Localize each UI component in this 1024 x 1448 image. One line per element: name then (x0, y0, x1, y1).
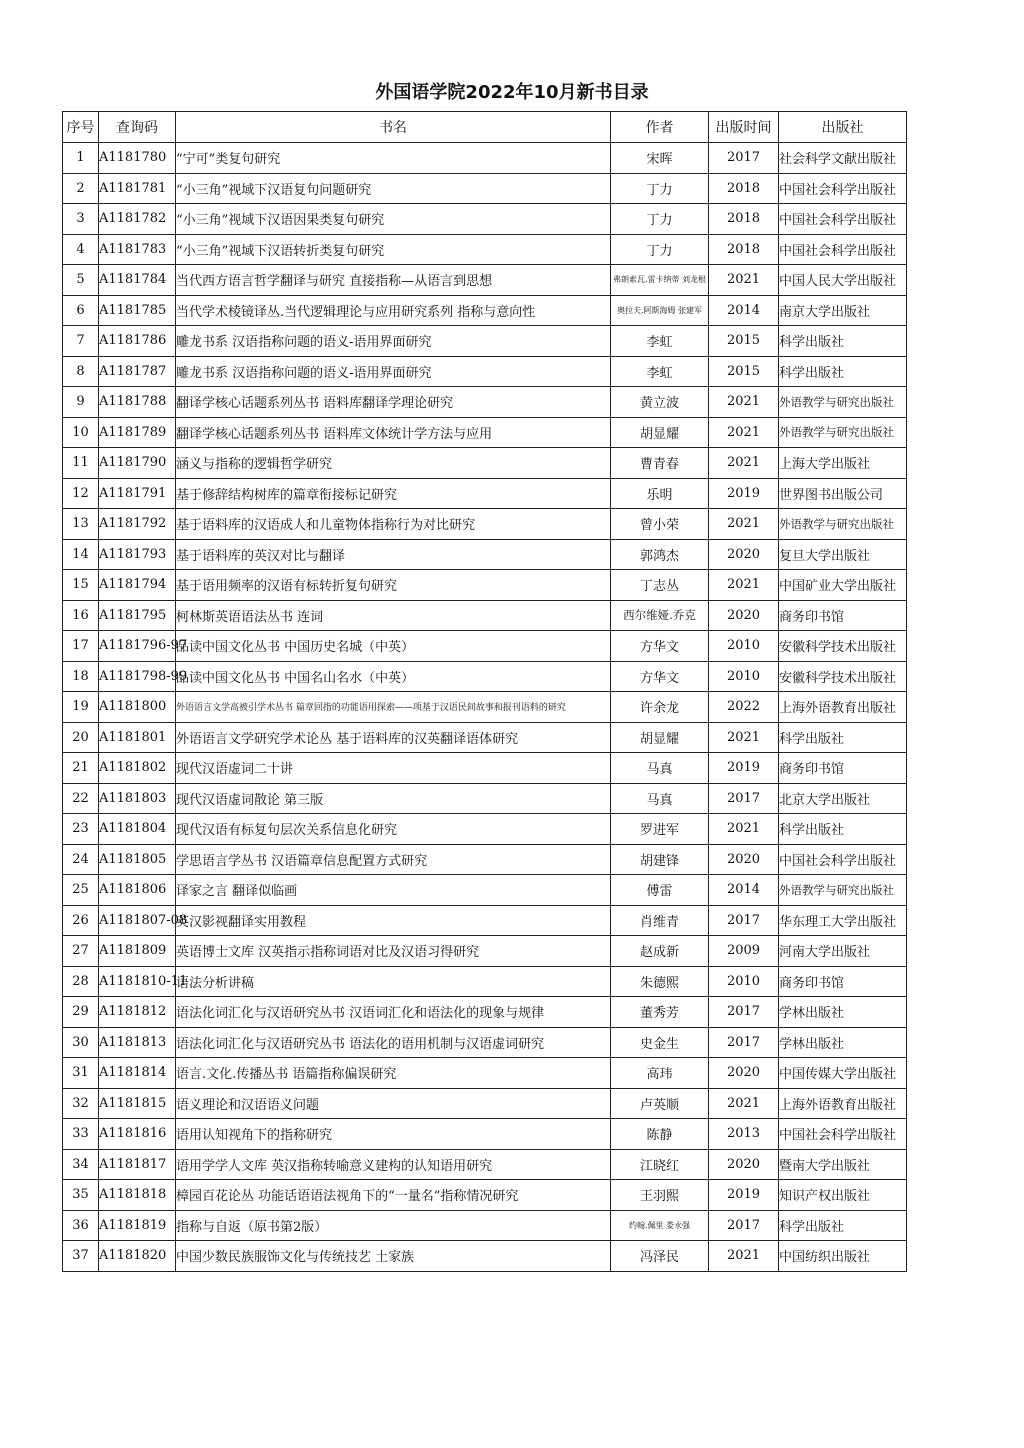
book-publisher: 复旦大学出版社 (779, 539, 907, 570)
book-author: 宋晖 (611, 143, 709, 174)
book-publisher: 商务印书馆 (779, 753, 907, 784)
book-author: 董秀芳 (611, 997, 709, 1028)
query-code: A1181789 (99, 417, 176, 448)
publish-year: 2020 (709, 600, 779, 631)
book-publisher: 中国社会科学出版社 (779, 844, 907, 875)
publish-year: 2018 (709, 234, 779, 265)
row-number: 12 (63, 478, 99, 509)
table-row (63, 1088, 907, 1119)
book-publisher: 学林出版社 (779, 1027, 907, 1058)
row-number: 21 (63, 753, 99, 784)
publish-year: 2022 (709, 692, 779, 723)
book-publisher: 中国矿业大学出版社 (779, 570, 907, 601)
book-author: 丁志丛 (611, 570, 709, 601)
book-title: 品读中国文化丛书 中国历史名城（中英） (176, 631, 611, 662)
book-author: 陈静 (611, 1119, 709, 1150)
book-author: 奥拉夫.阿斯海姆 张建军 (611, 295, 709, 326)
row-number: 4 (63, 234, 99, 265)
table-row (63, 1119, 907, 1150)
publish-year: 2021 (709, 448, 779, 479)
book-publisher: 商务印书馆 (779, 966, 907, 997)
row-number: 30 (63, 1027, 99, 1058)
book-publisher: 暨南大学出版社 (779, 1149, 907, 1180)
book-author: 高玮 (611, 1058, 709, 1089)
table-row (63, 661, 907, 692)
page-title: 外国语学院2022年10月新书目录 (375, 82, 649, 103)
book-author: 胡显耀 (611, 417, 709, 448)
row-number: 17 (63, 631, 99, 662)
book-author: 赵成新 (611, 936, 709, 967)
book-publisher: 南京大学出版社 (779, 295, 907, 326)
book-title: 语义理论和汉语语义问题 (176, 1088, 611, 1119)
row-number: 27 (63, 936, 99, 967)
book-publisher: 世界图书出版公司 (779, 478, 907, 509)
table-row (63, 966, 907, 997)
header-year: 出版时间 (709, 112, 779, 143)
book-title: 基于语料库的英汉对比与翻译 (176, 539, 611, 570)
query-code: A1181791 (99, 478, 176, 509)
table-row (63, 417, 907, 448)
table-row (63, 905, 907, 936)
table-row (63, 204, 907, 235)
table-row (63, 143, 907, 174)
query-code: A1181785 (99, 295, 176, 326)
book-author: 李虹 (611, 326, 709, 357)
book-author: 许余龙 (611, 692, 709, 723)
book-title: 英语博士文库 汉英指示指称词语对比及汉语习得研究 (176, 936, 611, 967)
book-publisher: 科学出版社 (779, 356, 907, 387)
query-code: A1181818 (99, 1180, 176, 1211)
publish-year: 2017 (709, 905, 779, 936)
row-number: 37 (63, 1241, 99, 1272)
book-author: 黄立波 (611, 387, 709, 418)
row-number: 16 (63, 600, 99, 631)
table-row (63, 448, 907, 479)
publish-year: 2021 (709, 387, 779, 418)
table-row (63, 631, 907, 662)
query-code: A1181782 (99, 204, 176, 235)
book-publisher: 外语教学与研究出版社 (779, 509, 907, 540)
book-catalog-table (62, 111, 907, 1272)
book-publisher: 上海外语教育出版社 (779, 1088, 907, 1119)
publish-year: 2021 (709, 814, 779, 845)
book-title: 翻译学核心话题系列丛书 语料库文体统计学方法与应用 (176, 417, 611, 448)
book-publisher: 科学出版社 (779, 326, 907, 357)
book-title: “小三角”视域下汉语因果类复句研究 (176, 204, 611, 235)
publish-year: 2021 (709, 722, 779, 753)
table-row (63, 234, 907, 265)
header-code: 查询码 (99, 112, 176, 143)
query-code: A1181784 (99, 265, 176, 296)
table-row (63, 570, 907, 601)
book-title: 译家之言 翻译似临画 (176, 875, 611, 906)
book-publisher: 外语教学与研究出版社 (779, 417, 907, 448)
publish-year: 2018 (709, 204, 779, 235)
query-code: A1181783 (99, 234, 176, 265)
row-number: 10 (63, 417, 99, 448)
header-publisher: 出版社 (779, 112, 907, 143)
row-number: 9 (63, 387, 99, 418)
book-title: 品读中国文化丛书 中国名山名水（中英） (176, 661, 611, 692)
query-code: A1181780 (99, 143, 176, 174)
book-title: 柯林斯英语语法丛书 连词 (176, 600, 611, 631)
row-number: 8 (63, 356, 99, 387)
book-title: 语法分析讲稿 (176, 966, 611, 997)
query-code: A1181802 (99, 753, 176, 784)
table-row (63, 722, 907, 753)
query-code: A1181792 (99, 509, 176, 540)
publish-year: 2020 (709, 1058, 779, 1089)
publish-year: 2019 (709, 478, 779, 509)
table-row (63, 539, 907, 570)
book-title: 涵义与指称的逻辑哲学研究 (176, 448, 611, 479)
table-row (63, 1058, 907, 1089)
table-row (63, 1241, 907, 1272)
book-title: 翻译学核心话题系列丛书 语料库翻译学理论研究 (176, 387, 611, 418)
publish-year: 2015 (709, 326, 779, 357)
book-author: 丁力 (611, 204, 709, 235)
table-row (63, 356, 907, 387)
publish-year: 2013 (709, 1119, 779, 1150)
table-row (63, 936, 907, 967)
query-code: A1181781 (99, 173, 176, 204)
publish-year: 2020 (709, 844, 779, 875)
book-title: 雕龙书系 汉语指称问题的语义-语用界面研究 (176, 356, 611, 387)
table-row (63, 783, 907, 814)
book-author: 冯泽民 (611, 1241, 709, 1272)
publish-year: 2017 (709, 997, 779, 1028)
table-row (63, 326, 907, 357)
row-number: 22 (63, 783, 99, 814)
row-number: 25 (63, 875, 99, 906)
book-author: 罗进军 (611, 814, 709, 845)
book-author: 郭鸿杰 (611, 539, 709, 570)
book-author: 胡显耀 (611, 722, 709, 753)
row-number: 14 (63, 539, 99, 570)
book-author: 马真 (611, 783, 709, 814)
publish-year: 2017 (709, 1027, 779, 1058)
row-number: 18 (63, 661, 99, 692)
book-publisher: 上海外语教育出版社 (779, 692, 907, 723)
book-publisher: 商务印书馆 (779, 600, 907, 631)
book-title: 中国少数民族服饰文化与传统技艺 土家族 (176, 1241, 611, 1272)
row-number: 19 (63, 692, 99, 723)
publish-year: 2020 (709, 1149, 779, 1180)
query-code: A1181806 (99, 875, 176, 906)
row-number: 5 (63, 265, 99, 296)
row-number: 32 (63, 1088, 99, 1119)
table-row (63, 1027, 907, 1058)
book-author: 史金生 (611, 1027, 709, 1058)
publish-year: 2017 (709, 143, 779, 174)
book-title: 语法化词汇化与汉语研究丛书 语法化的语用机制与汉语虚词研究 (176, 1027, 611, 1058)
book-publisher: 安徽科学技术出版社 (779, 661, 907, 692)
query-code: A1181809 (99, 936, 176, 967)
book-author: 朱德熙 (611, 966, 709, 997)
row-number: 33 (63, 1119, 99, 1150)
header-author: 作者 (611, 112, 709, 143)
publish-year: 2014 (709, 295, 779, 326)
table-row (63, 844, 907, 875)
row-number: 2 (63, 173, 99, 204)
publish-year: 2010 (709, 966, 779, 997)
book-publisher: 科学出版社 (779, 722, 907, 753)
publish-year: 2015 (709, 356, 779, 387)
query-code: A1181790 (99, 448, 176, 479)
book-publisher: 中国社会科学出版社 (779, 1119, 907, 1150)
table-header-row (63, 112, 907, 143)
book-author: 马真 (611, 753, 709, 784)
publish-year: 2021 (709, 417, 779, 448)
query-code: A1181816 (99, 1119, 176, 1150)
row-number: 31 (63, 1058, 99, 1089)
book-publisher: 中国传媒大学出版社 (779, 1058, 907, 1089)
row-number: 28 (63, 966, 99, 997)
book-title: 现代汉语虚词散论 第三版 (176, 783, 611, 814)
table-row (63, 692, 907, 723)
query-code: A1181787 (99, 356, 176, 387)
book-title: 现代汉语有标复句层次关系信息化研究 (176, 814, 611, 845)
query-code: A1181814 (99, 1058, 176, 1089)
book-author: 丁力 (611, 234, 709, 265)
book-title: 樟园百花论丛 功能话语语法视角下的“一量名”指称情况研究 (176, 1180, 611, 1211)
book-title: 基于修辞结构树库的篇章衔接标记研究 (176, 478, 611, 509)
book-publisher: 河南大学出版社 (779, 936, 907, 967)
row-number: 36 (63, 1210, 99, 1241)
book-publisher: 北京大学出版社 (779, 783, 907, 814)
book-publisher: 科学出版社 (779, 814, 907, 845)
query-code: A1181803 (99, 783, 176, 814)
publish-year: 2018 (709, 173, 779, 204)
book-author: 曹青春 (611, 448, 709, 479)
query-code: A1181786 (99, 326, 176, 357)
table-row (63, 478, 907, 509)
book-title: 外语语言文学高被引学术丛书 篇章回指的功能语用探索——项基于汉语民间故事和报刊语料的研究 (176, 692, 611, 723)
query-code: A1181804 (99, 814, 176, 845)
publish-year: 2021 (709, 1241, 779, 1272)
publish-year: 2019 (709, 1180, 779, 1211)
book-publisher: 中国社会科学出版社 (779, 204, 907, 235)
row-number: 26 (63, 905, 99, 936)
book-publisher: 中国纺织出版社 (779, 1241, 907, 1272)
query-code: A1181801 (99, 722, 176, 753)
table-row (63, 600, 907, 631)
publish-year: 2019 (709, 753, 779, 784)
book-title: 英汉影视翻译实用教程 (176, 905, 611, 936)
table-row (63, 997, 907, 1028)
book-title: 学思语言学丛书 汉语篇章信息配置方式研究 (176, 844, 611, 875)
book-title: 现代汉语虚词二十讲 (176, 753, 611, 784)
query-code: A1181810-11 (99, 966, 176, 997)
book-title: 语用学学人文库 英汉指称转喻意义建构的认知语用研究 (176, 1149, 611, 1180)
publish-year: 2014 (709, 875, 779, 906)
table-row (63, 1149, 907, 1180)
publish-year: 2009 (709, 936, 779, 967)
book-title: 语用认知视角下的指称研究 (176, 1119, 611, 1150)
book-title: 雕龙书系 汉语指称问题的语义-语用界面研究 (176, 326, 611, 357)
row-number: 34 (63, 1149, 99, 1180)
publish-year: 2010 (709, 661, 779, 692)
book-title: 指称与自返（原书第2版） (176, 1210, 611, 1241)
book-publisher: 中国社会科学出版社 (779, 234, 907, 265)
book-author: 肖维青 (611, 905, 709, 936)
book-author: 弗朗索瓦.雷卡纳蒂 刘龙根 (611, 265, 709, 296)
book-title: 当代西方语言哲学翻译与研究 直接指称—从语言到思想 (176, 265, 611, 296)
row-number: 24 (63, 844, 99, 875)
book-publisher: 学林出版社 (779, 997, 907, 1028)
book-author: 曾小荣 (611, 509, 709, 540)
book-author: 卢英顺 (611, 1088, 709, 1119)
book-author: 乐明 (611, 478, 709, 509)
query-code: A1181788 (99, 387, 176, 418)
book-publisher: 社会科学文献出版社 (779, 143, 907, 174)
book-author: 王羽熙 (611, 1180, 709, 1211)
table-row (63, 173, 907, 204)
table-row (63, 1180, 907, 1211)
row-number: 29 (63, 997, 99, 1028)
book-title: 语言.文化.传播丛书 语篇指称偏误研究 (176, 1058, 611, 1089)
row-number: 35 (63, 1180, 99, 1211)
query-code: A1181805 (99, 844, 176, 875)
row-number: 7 (63, 326, 99, 357)
book-author: 江晓红 (611, 1149, 709, 1180)
row-number: 15 (63, 570, 99, 601)
book-author: 西尔维娅.乔克 (611, 600, 709, 631)
publish-year: 2017 (709, 783, 779, 814)
row-number: 1 (63, 143, 99, 174)
query-code: A1181812 (99, 997, 176, 1028)
row-number: 23 (63, 814, 99, 845)
book-title: “宁可”类复句研究 (176, 143, 611, 174)
book-publisher: 外语教学与研究出版社 (779, 387, 907, 418)
book-author: 丁力 (611, 173, 709, 204)
row-number: 6 (63, 295, 99, 326)
book-author: 方华文 (611, 661, 709, 692)
table-row (63, 753, 907, 784)
publish-year: 2020 (709, 539, 779, 570)
table-row (63, 295, 907, 326)
book-author: 傅雷 (611, 875, 709, 906)
table-row (63, 875, 907, 906)
book-title: “小三角”视域下汉语转折类复句研究 (176, 234, 611, 265)
query-code: A1181800 (99, 692, 176, 723)
book-publisher: 中国社会科学出版社 (779, 173, 907, 204)
book-title: 基于语用频率的汉语有标转折复句研究 (176, 570, 611, 601)
publish-year: 2021 (709, 509, 779, 540)
book-title: “小三角”视域下汉语复句问题研究 (176, 173, 611, 204)
query-code: A1181815 (99, 1088, 176, 1119)
table-row (63, 814, 907, 845)
publish-year: 2010 (709, 631, 779, 662)
row-number: 20 (63, 722, 99, 753)
book-publisher: 中国人民大学出版社 (779, 265, 907, 296)
header-no: 序号 (63, 112, 99, 143)
publish-year: 2017 (709, 1210, 779, 1241)
query-code: A1181819 (99, 1210, 176, 1241)
row-number: 13 (63, 509, 99, 540)
publish-year: 2021 (709, 570, 779, 601)
book-publisher: 上海大学出版社 (779, 448, 907, 479)
query-code: A1181795 (99, 600, 176, 631)
book-publisher: 科学出版社 (779, 1210, 907, 1241)
book-publisher: 安徽科学技术出版社 (779, 631, 907, 662)
book-publisher: 知识产权出版社 (779, 1180, 907, 1211)
book-title: 基于语料库的汉语成人和儿童物体指称行为对比研究 (176, 509, 611, 540)
publish-year: 2021 (709, 1088, 779, 1119)
header-title: 书名 (176, 112, 611, 143)
book-author: 约翰.佩里 娄永强 (611, 1210, 709, 1241)
book-author: 李虹 (611, 356, 709, 387)
query-code: A1181794 (99, 570, 176, 601)
table-row (63, 1210, 907, 1241)
book-author: 方华文 (611, 631, 709, 662)
book-author: 胡建锋 (611, 844, 709, 875)
book-title: 语法化词汇化与汉语研究丛书 汉语词汇化和语法化的现象与规律 (176, 997, 611, 1028)
book-publisher: 外语教学与研究出版社 (779, 875, 907, 906)
publish-year: 2021 (709, 265, 779, 296)
query-code: A1181820 (99, 1241, 176, 1272)
table-row (63, 387, 907, 418)
query-code: A1181796-97 (99, 631, 176, 662)
query-code: A1181798-99 (99, 661, 176, 692)
book-title: 外语语言文学研究学术论丛 基于语料库的汉英翻译语体研究 (176, 722, 611, 753)
query-code: A1181817 (99, 1149, 176, 1180)
query-code: A1181813 (99, 1027, 176, 1058)
book-title: 当代学术棱镜译丛.当代逻辑理论与应用研究系列 指称与意向性 (176, 295, 611, 326)
query-code: A1181793 (99, 539, 176, 570)
query-code: A1181807-08 (99, 905, 176, 936)
table-row (63, 509, 907, 540)
row-number: 3 (63, 204, 99, 235)
book-publisher: 华东理工大学出版社 (779, 905, 907, 936)
row-number: 11 (63, 448, 99, 479)
table-row (63, 265, 907, 296)
